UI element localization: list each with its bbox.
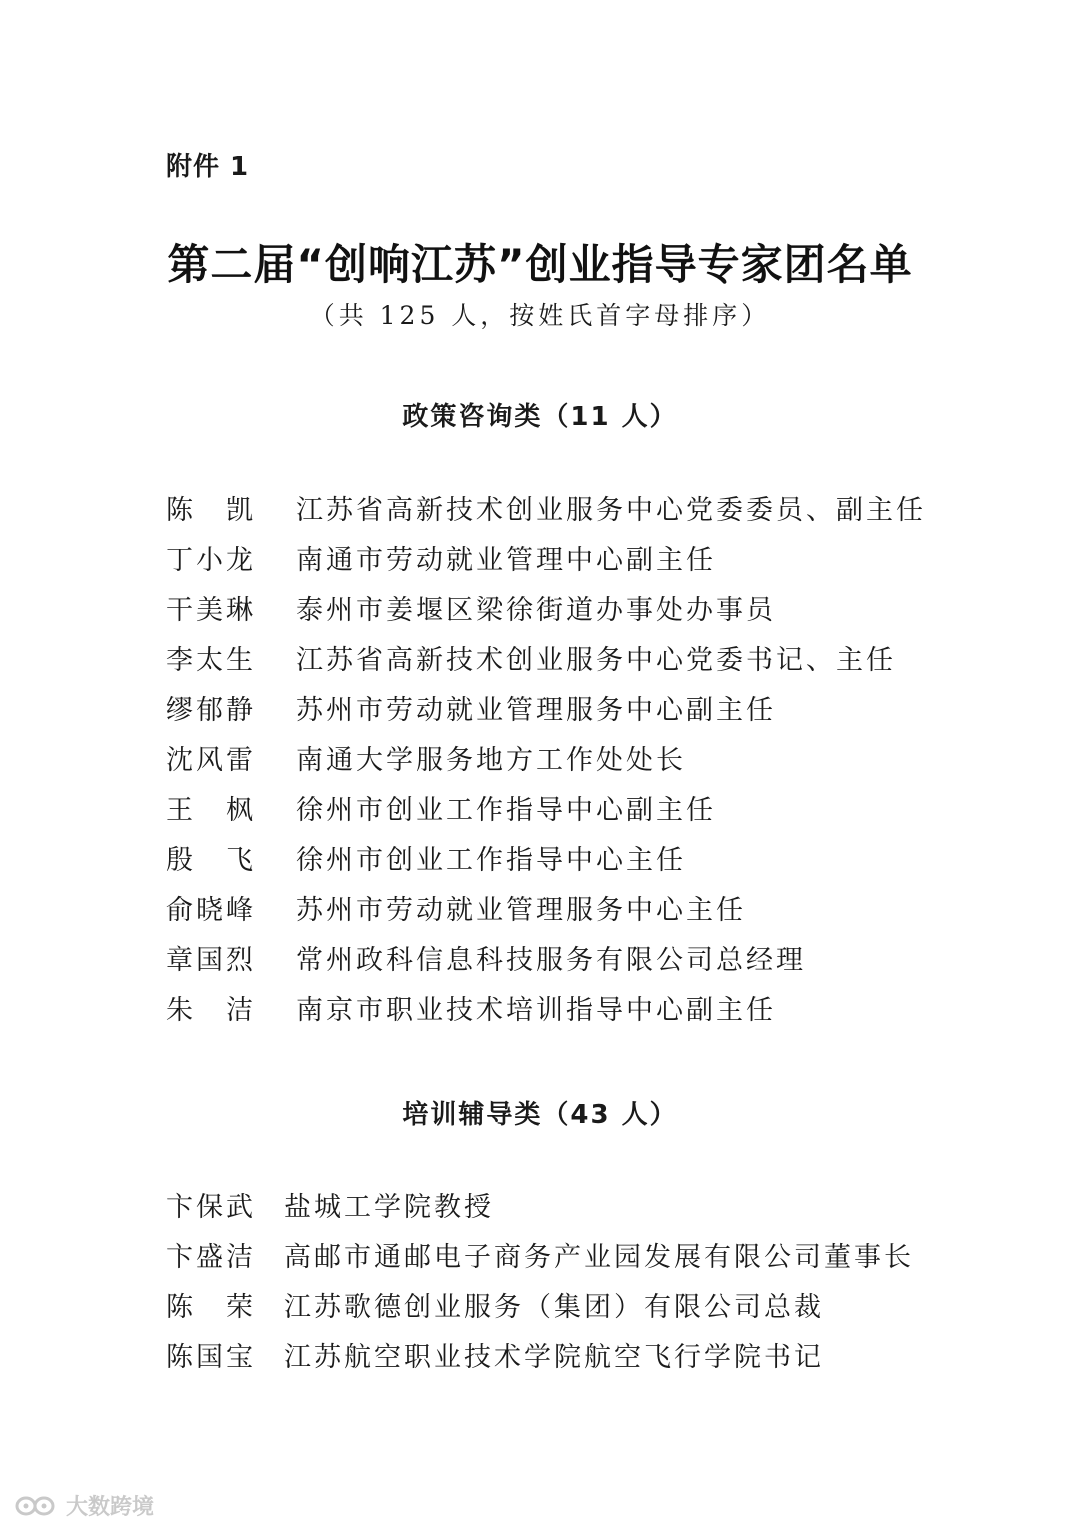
watermark-text: 大数跨境 [66, 1495, 155, 1520]
list-item [166, 888, 926, 938]
member-title: 苏州市劳动就业管理服务中心副主任 [296, 695, 776, 726]
member-name: 殷 飞 [166, 845, 256, 876]
member-name: 王 枫 [166, 795, 256, 826]
list-item [166, 538, 926, 588]
list-item [166, 988, 926, 1038]
list-item [166, 588, 926, 638]
member-title: 徐州市创业工作指导中心副主任 [296, 795, 716, 826]
member-title: 南京市职业技术培训指导中心副主任 [296, 995, 776, 1026]
member-name: 干美琳 [166, 595, 256, 626]
member-name: 陈 凯 [166, 495, 256, 526]
member-title: 泰州市姜堰区梁徐街道办事处办事员 [296, 595, 776, 626]
list-item [166, 1235, 914, 1285]
member-title: 苏州市劳动就业管理服务中心主任 [296, 895, 746, 926]
list-item [166, 1185, 914, 1235]
member-title: 徐州市创业工作指导中心主任 [296, 845, 686, 876]
member-title: 常州政科信息科技服务有限公司总经理 [296, 945, 806, 976]
member-name: 缪郁静 [166, 695, 256, 726]
section-heading-policy: 政策咨询类（11 人） [402, 402, 678, 432]
list-item [166, 938, 926, 988]
document-subtitle: （共 125 人，按姓氏首字母排序） [309, 301, 771, 330]
member-name: 章国烈 [166, 945, 256, 976]
list-item [166, 738, 926, 788]
list-item [166, 838, 926, 888]
member-name: 李太生 [166, 645, 256, 676]
attachment-label: 附件 1 [166, 152, 250, 182]
list-item [166, 638, 926, 688]
list-item [166, 1335, 914, 1385]
member-name: 卞盛洁 [166, 1242, 256, 1273]
member-name: 俞晓峰 [166, 895, 256, 926]
member-title: 盐城工学院教授 [284, 1192, 494, 1223]
member-title: 高邮市通邮电子商务产业园发展有限公司董事长 [284, 1242, 914, 1273]
list-item [166, 488, 926, 538]
document-title: 第二届“创响江苏”创业指导专家团名单 [167, 240, 913, 289]
member-name: 朱 洁 [166, 995, 256, 1026]
list-item [166, 688, 926, 738]
watermark [14, 1490, 154, 1521]
member-name: 沈风雷 [166, 745, 256, 776]
member-title: 江苏歌德创业服务（集团）有限公司总裁 [284, 1292, 824, 1323]
member-title: 江苏省高新技术创业服务中心党委委员、副主任 [296, 495, 926, 526]
member-title: 江苏省高新技术创业服务中心党委书记、主任 [296, 645, 896, 676]
member-name: 陈国宝 [166, 1342, 256, 1373]
member-name: 卞保武 [166, 1192, 256, 1223]
list-item [166, 788, 926, 838]
member-title: 南通大学服务地方工作处处长 [296, 745, 686, 776]
policy-member-list [166, 488, 926, 1038]
training-member-list [166, 1185, 914, 1385]
logo-icon [14, 1494, 60, 1518]
member-title: 江苏航空职业技术学院航空飞行学院书记 [284, 1342, 824, 1373]
member-name: 陈 荣 [166, 1292, 256, 1323]
member-name: 丁小龙 [166, 545, 256, 576]
member-title: 南通市劳动就业管理中心副主任 [296, 545, 716, 576]
list-item [166, 1285, 914, 1335]
section-heading-training: 培训辅导类（43 人） [402, 1100, 678, 1130]
